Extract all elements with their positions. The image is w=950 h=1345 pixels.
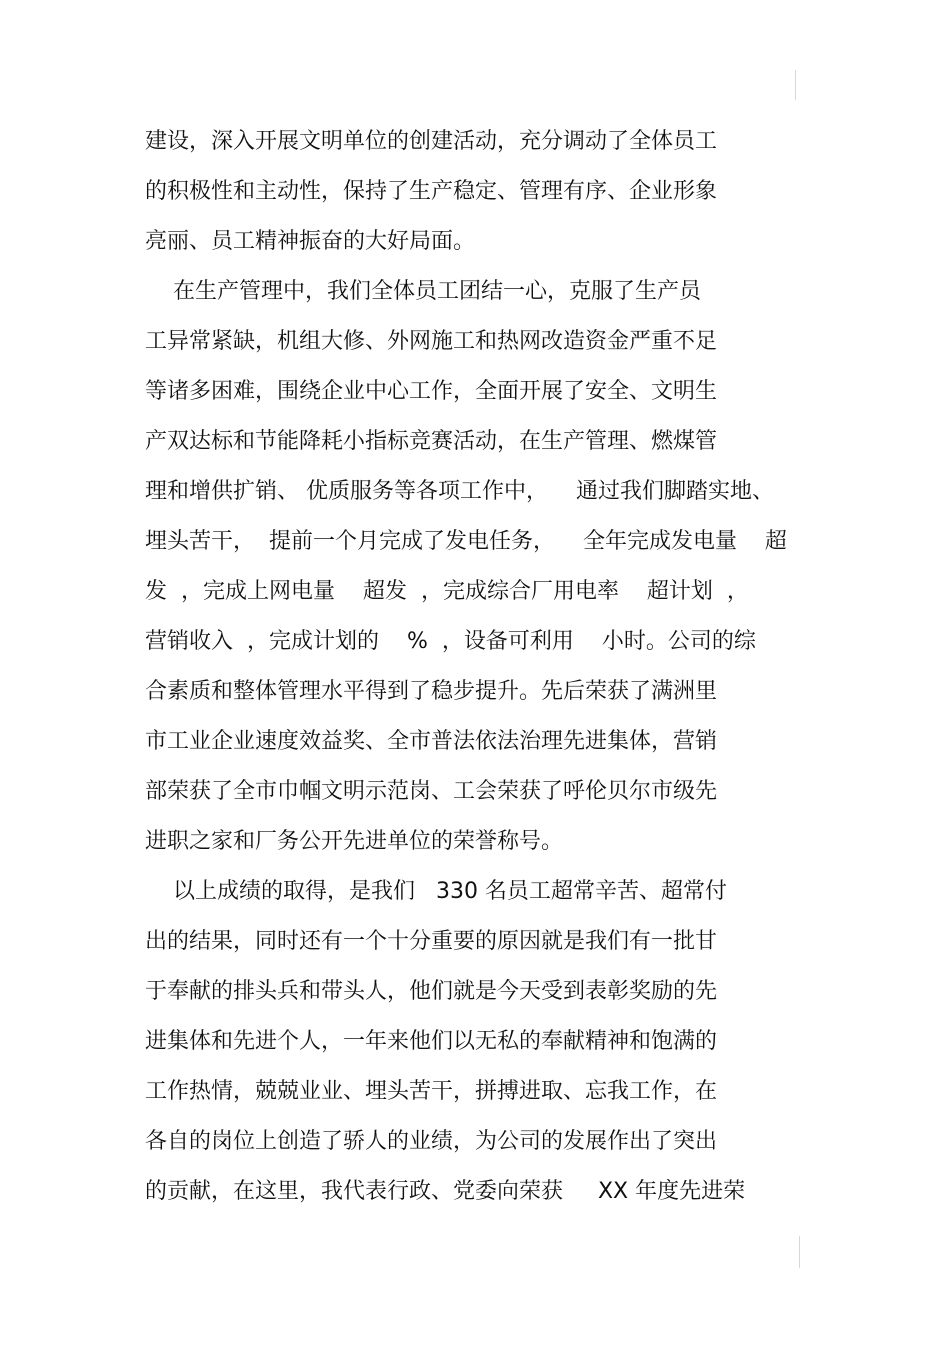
text-line: 等诸多困难，围绕企业中心工作，全面开展了安全、文明生	[145, 379, 718, 404]
text-line: 进集体和先进个人，一年来他们以无私的奉献精神和饱满的	[145, 1029, 718, 1054]
text-line: 市工业企业速度效益奖、全市普法依法治理先进集体，营销	[145, 729, 718, 754]
text-line: 工异常紧缺，机组大修、外网施工和热网改造资金严重不足	[145, 329, 718, 354]
text-line: 于奉献的排头兵和带头人，他们就是今天受到表彰奖励的先	[145, 979, 718, 1004]
text-line: 产双达标和节能降耗小指标竞赛活动，在生产管理、燃煤管	[145, 429, 718, 454]
text-line: 出的结果，同时还有一个十分重要的原因就是我们有一批甘	[145, 929, 718, 954]
text-line: 工作热情，兢兢业业、埋头苦干，拼搏进取、忘我工作，在	[145, 1079, 718, 1104]
text-line: 建设，深入开展文明单位的创建活动，充分调动了全体员工	[145, 129, 718, 154]
text-line: 营销收入 ，完成计划的 % ，设备可利用 小时。公司的综	[145, 629, 756, 654]
text-line: 各自的岗位上创造了骄人的业绩，为公司的发展作出了突出	[145, 1129, 718, 1154]
text-line: 埋头苦干， 提前一个月完成了发电任务， 全年完成发电量 超	[145, 529, 787, 554]
text-line: 的贡献，在这里，我代表行政、党委向荣获 XX 年度先进荣	[145, 1179, 746, 1204]
page-edge-mark-bottom	[799, 1236, 800, 1268]
text-line: 进职之家和厂务公开先进单位的荣誉称号。	[145, 829, 564, 854]
text-line: 以上成绩的取得，是我们 330 名员工超常辛苦、超常付	[145, 879, 727, 904]
text-line: 发 ，完成上网电量 超发 ，完成综合厂用电率 超计划 ，	[145, 579, 749, 604]
text-line: 在生产管理中，我们全体员工团结一心，克服了生产员	[145, 279, 701, 304]
text-line: 合素质和整体管理水平得到了稳步提升。先后荣获了满洲里	[145, 679, 718, 704]
text-line: 的积极性和主动性，保持了生产稳定、管理有序、企业形象	[145, 179, 718, 204]
page-edge-mark-top	[795, 70, 796, 100]
text-line: 亮丽、员工精神振奋的大好局面。	[145, 229, 476, 254]
text-line: 理和增供扩销、 优质服务等各项工作中， 通过我们脚踏实地、	[145, 479, 774, 504]
text-line: 部荣获了全市巾帼文明示范岗、工会荣获了呼伦贝尔市级先	[145, 779, 718, 804]
